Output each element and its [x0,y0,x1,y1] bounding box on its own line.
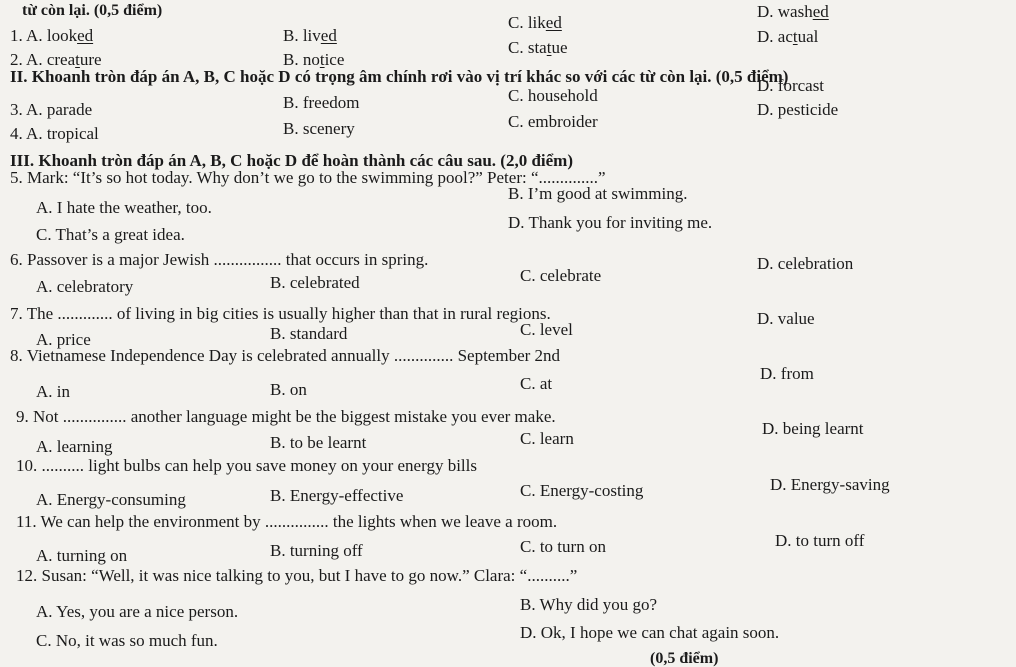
q8-option-c: C. at [520,374,553,393]
q11-stem: 11. We can help the environment by ............... the lights when we leave a room. [16,512,558,531]
q1-option-b: B. lived [283,26,337,45]
q9-option-b: B. to be learnt [270,433,367,452]
q7-option-c: C. level [520,320,573,339]
q12-option-c: C. No, it was so much fun. [36,631,218,650]
section-3-heading: III. Khoanh tròn đáp án A, B, C hoặc D để hoàn thành các câu sau. (2,0 điểm) [10,151,573,170]
q2-option-d: D. actual [757,27,819,46]
q4-option-a: 4. A. tropical [10,124,99,143]
q4-option-b: B. scenery [283,119,355,138]
q3-option-c: C. household [508,86,598,105]
q8-option-b: B. on [270,380,307,399]
q11-option-b: B. turning off [270,541,363,560]
q5-option-c: C. That’s a great idea. [36,225,185,244]
q1-option-d: D. washed [757,2,829,21]
q10-option-d: D. Energy-saving [770,475,890,494]
q4-option-d: D. pesticide [757,100,839,119]
q7-stem: 7. The ............. of living in big cities is usually higher than that in rural regions. [10,304,551,323]
q11-option-a: A. turning on [36,546,128,565]
footer-partial-heading: (0,5 điểm) [650,650,719,667]
q11-option-d: D. to turn off [775,531,865,550]
q3-option-a: 3. A. parade [10,100,93,119]
q10-option-a: A. Energy-consuming [36,490,186,509]
q7-option-d: D. value [757,309,815,328]
q9-option-c: C. learn [520,429,574,448]
q6-option-d: D. celebration [757,254,854,273]
q10-option-b: B. Energy-effective [270,486,404,505]
intro-line: từ còn lại. (0,5 điểm) [22,2,163,19]
q8-option-a: A. in [36,382,70,401]
q8-stem: 8. Vietnamese Independence Day is celebrated annually .............. September 2nd [10,346,561,365]
q10-option-c: C. Energy-costing [520,481,644,500]
q1-option-a: 1. A. looked [10,26,94,45]
q10-stem: 10. .......... light bulbs can help you save money on your energy bills [16,456,477,475]
q12-option-d: D. Ok, I hope we can chat again soon. [520,623,780,642]
q3-option-d: D. forcast [757,76,825,95]
section-2-heading: II. Khoanh tròn đáp án A, B, C hoặc D có trọng âm chính rơi vào vị trí khác so với các từ còn lại. (0,5 điểm) [10,67,789,86]
q5-option-a: A. I hate the weather, too. [36,198,212,217]
q9-option-a: A. learning [36,437,113,456]
q2-option-c: C. statue [508,38,568,57]
q2-option-a: 2. A. creature [10,50,102,69]
q6-option-c: C. celebrate [520,266,602,285]
q2-option-b: B. notice [283,50,345,69]
q9-stem: 9. Not ............... another language might be the biggest mistake you ever make. [16,407,556,426]
q7-option-b: B. standard [270,324,348,343]
q9-option-d: D. being learnt [762,419,864,438]
q1-option-c: C. liked [508,13,562,32]
q5-stem: 5. Mark: “It’s so hot today. Why don’t we go to the swimming pool?” Peter: “..............” [10,168,606,187]
q11-option-c: C. to turn on [520,537,606,556]
q3-option-b: B. freedom [283,93,360,112]
q4-option-c: C. embroider [508,112,598,131]
q6-stem: 6. Passover is a major Jewish ................ that occurs in spring. [10,250,429,269]
q12-option-b: B. Why did you go? [520,595,658,614]
q7-option-a: A. price [36,330,91,349]
q5-option-d: D. Thank you for inviting me. [508,213,713,232]
q6-option-a: A. celebratory [36,277,134,296]
q6-option-b: B. celebrated [270,273,360,292]
q12-option-a: A. Yes, you are a nice person. [36,602,239,621]
q12-stem: 12. Susan: “Well, it was nice talking to you, but I have to go now.” Clara: “..........” [16,566,578,585]
q8-option-d: D. from [760,364,814,383]
q5-option-b: B. I’m good at swimming. [508,184,688,203]
